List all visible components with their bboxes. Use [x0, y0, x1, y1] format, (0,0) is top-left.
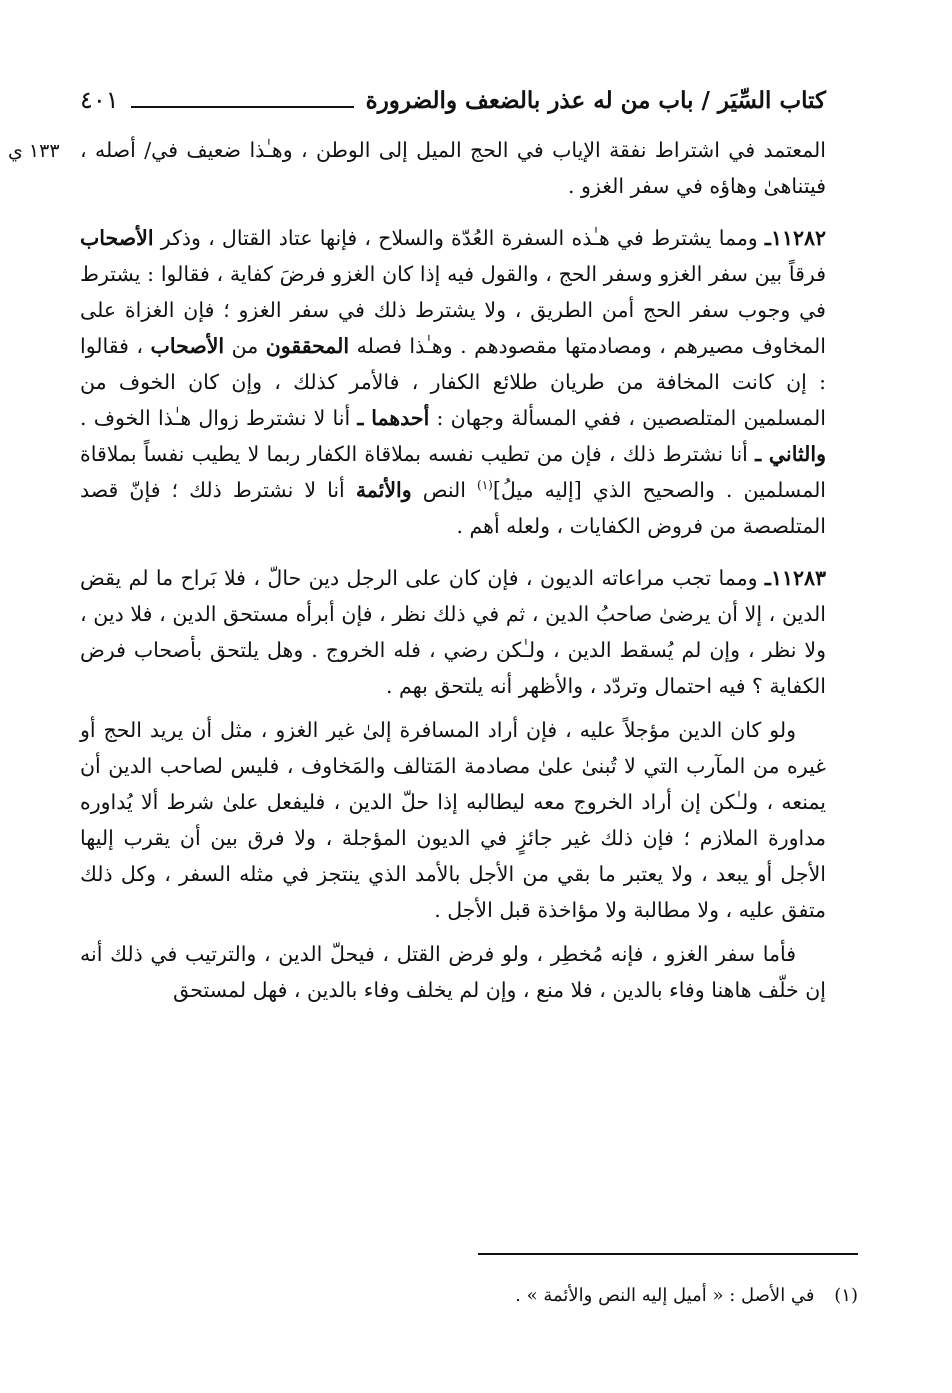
- text-segment: فرقاً بين سفر الغزو وسفر الحج ، والقول فيه إذا كان الغزو فرضَ كفاية ، فقالوا : يشترط في وجوب سفر الحج أمن الطريق ، ولا يشترط ذلك في سفر الغزو ؛ فإن الغزاة على المخاوف مصيرهم ، ومصادمتها مقصودهم . وهـٰذا فصله: [80, 262, 826, 358]
- paragraph: [80, 712, 826, 928]
- text-segment: أنا لا نشترط ذلك ؛ فإنّ قصد المتلصصة من فروض الكفايات ، ولعله أهم .: [80, 478, 826, 538]
- text-segment: ولو كان الدين مؤجلاً عليه ، فإن أراد المسافرة إلىٰ غير الغزو ، مثل أن يريد الحج أو غيره من المآرب التي لا تُبنىٰ علىٰ مصادمة المَتالف والمَخاوف ، فليس لصاحب الدين أن يمنعه ، ولـٰكن إن أراد الخروج معه ليطالبه إذا حلّ الدين ، فليفعل علىٰ شرط ألا يُداوره مداورة الملازم ؛ فإن ذلك غير جائزٍ في الديون المؤجلة ، ولا فرق بين أن يقرب إليها الأجل أو يبعد ، ولا يعتبر ما بقي من الأجل بالأمد الذي ينتجز في مثله السفر ، وكل ذلك متفق عليه ، ولا مطالبة ولا مؤاخذة قبل الأجل .: [80, 718, 826, 922]
- text-segment: فأما سفر الغزو ، فإنه مُخطِر ، ولو فرض القتل ، فيحلّ الدين ، والترتيب في ذلك أنه إن خلّف هاهنا وفاء بالدين ، فلا منع ، وإن لم يخلف وفاء بالدين ، فهل لمستحق: [80, 942, 826, 1002]
- bold-term: والثاني ـ: [755, 442, 826, 466]
- margin-note: ١٣٣ ي: [8, 140, 60, 162]
- paragraph: [80, 220, 826, 544]
- paragraph: [80, 132, 826, 204]
- text-segment: ومما يشترط في هـٰذه السفرة العُدّة والسلاح ، فإنها عتاد القتال ، وذكر: [153, 226, 765, 250]
- bold-term: أحدهما ـ: [357, 406, 430, 430]
- text-segment: أنا نشترط ذلك ، فإن من تطيب نفسه بملاقاة الكفار ربما لا يطيب نفساً بملاقاة المسلمين . والصحيح الذي [إليه ميلُ]: [80, 442, 827, 502]
- paragraph-number: ١١٢٨٣ـ: [764, 566, 826, 590]
- footnote-text: في الأصل : « أميل إليه النص والأئمة » .: [515, 1285, 815, 1306]
- page-number: ٤٠١: [80, 86, 119, 114]
- footnote: [80, 1282, 858, 1310]
- paragraph: [80, 560, 826, 704]
- text-segment: ، فقالوا : إن كانت المخافة من طريان طلائع الكفار ، فالأمر كذلك ، وإن كان الخوف من المسلمين المتلصصين ، ففي المسألة وجهان :: [80, 334, 826, 430]
- bold-term: المحققون: [265, 334, 350, 358]
- bold-term: والأئمة: [355, 478, 412, 502]
- text-segment: ومما تجب مراعاته الديون ، فإن كان على الرجل دين حالّ ، فلا بَراح ما لم يقض الدين ، إلا أن يرضىٰ صاحبُ الدين ، ثم في ذلك نظر ، فإن أبرأه مستحق الدين ، فلا دين ، ولا نظر ، وإن لم يُسقط الدين ، ولـٰكن رضي ، فله الخروج . وهل يلتحق بأصحاب فرض الكفاية ؟ فيه احتمال وتردّد ، والأظهر أنه يلتحق بهم .: [80, 566, 826, 698]
- text-segment: النص: [411, 478, 478, 502]
- header-rule: [131, 106, 354, 108]
- running-header: [80, 82, 826, 118]
- text-segment: المعتمد في اشتراط نفقة الإياب في الحج الميل إلى الوطن ، وهـٰذا ضعيف في/ أصله ، فيتناهىٰ وهاؤه في سفر الغزو .: [80, 138, 826, 198]
- body-text: [80, 132, 826, 1008]
- text-segment: أنا لا نشترط زوال هـٰذا الخوف .: [80, 406, 358, 430]
- text-segment: من: [224, 334, 266, 358]
- footnote-number: (١): [834, 1285, 858, 1306]
- footnote-separator: [478, 1253, 858, 1255]
- header-title: كتاب السِّيَر / باب من له عذر بالضعف والضرورة: [365, 86, 826, 114]
- paragraph-number: ١١٢٨٢ـ: [764, 226, 826, 250]
- bold-term: الأصحاب: [80, 226, 154, 250]
- footnote-marker: (١): [477, 478, 493, 493]
- bold-term: الأصحاب: [150, 334, 225, 358]
- paragraph: [80, 936, 826, 1008]
